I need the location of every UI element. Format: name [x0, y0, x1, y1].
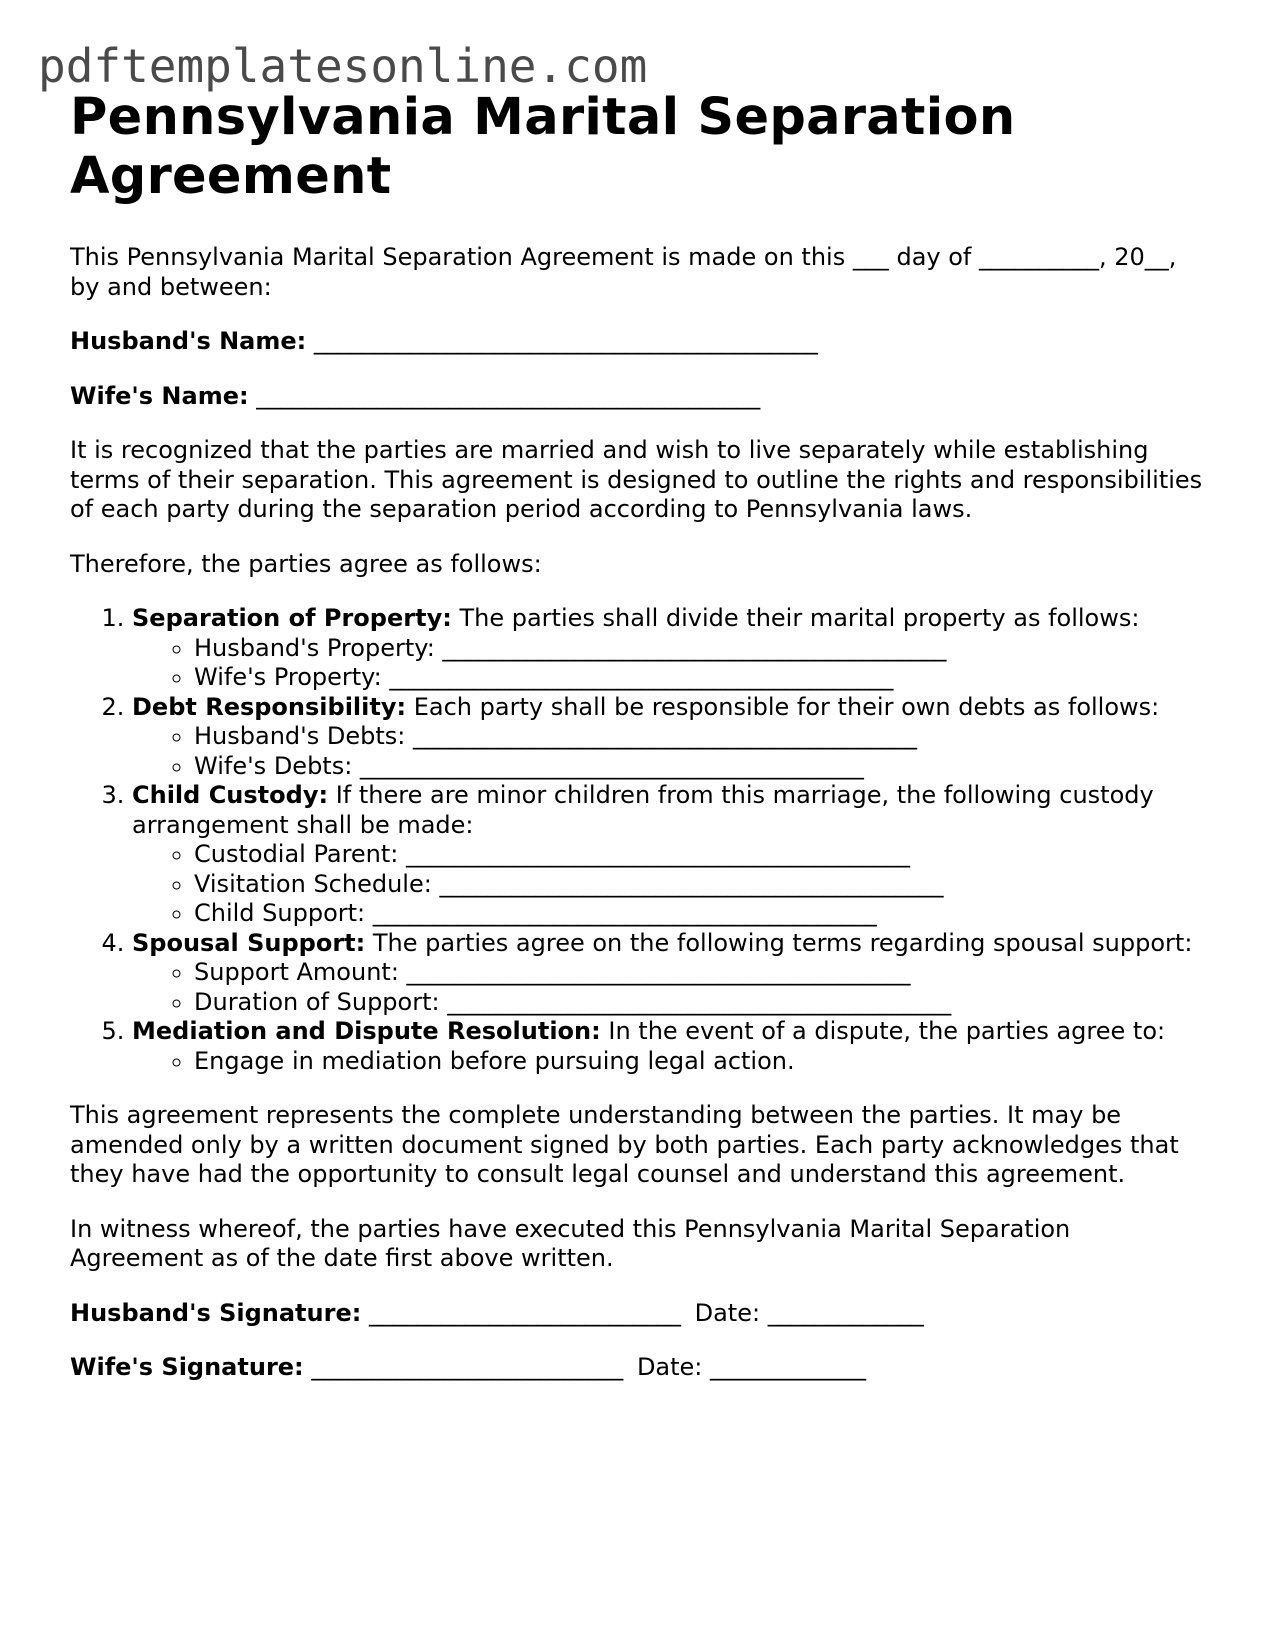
support-duration-field[interactable]: ◦ Duration of Support: __________________________________________ [194, 988, 1210, 1018]
wife-date-label: Date: [636, 1353, 703, 1381]
section-mediation [132, 1017, 1210, 1076]
husband-property-field[interactable]: ◦ Husband's Property: __________________________________________ [194, 634, 1210, 664]
wife-property-field[interactable]: ◦ Wife's Property: __________________________________________ [194, 663, 1210, 693]
wife-signature-blank[interactable]: __________________________ [311, 1353, 624, 1381]
section-items [132, 634, 1210, 693]
witness-paragraph: In witness whereof, the parties have executed this Pennsylvania Marital Separation Agreement as of the date first above written. [70, 1214, 1071, 1272]
visitation-schedule-field[interactable]: ◦ Visitation Schedule: __________________________________________ [194, 870, 1210, 900]
wife-name-label: Wife's Name: [70, 381, 249, 410]
therefore-paragraph: Therefore, the parties agree as follows: [70, 549, 542, 578]
section-text: The parties agree on the following terms regarding spousal support: [372, 928, 1193, 957]
intro-paragraph: This Pennsylvania Marital Separation Agreement is made on this ___ day of __________, 20__, by and between: [70, 243, 1177, 301]
section-heading: Spousal Support: [132, 928, 366, 957]
watermark: pdftemplatesonline.com [38, 39, 648, 93]
section-heading: Child Custody: [132, 781, 329, 809]
husband-name-field [70, 327, 1210, 357]
wife-date-blank[interactable]: _____________ [710, 1353, 867, 1381]
section-items [132, 722, 1210, 781]
husband-signature-row [70, 1299, 1210, 1329]
wife-signature-row [70, 1353, 1210, 1383]
husband-date-blank[interactable]: _____________ [767, 1298, 924, 1327]
child-support-field[interactable]: ◦ Child Support: __________________________________________ [194, 899, 1210, 929]
document-body [70, 88, 1210, 1383]
custodial-parent-field[interactable]: ◦ Custodial Parent: __________________________________________ [194, 840, 1210, 870]
section-heading: Debt Responsibility: [132, 692, 407, 721]
complete-understanding-paragraph: This agreement represents the complete understanding between the parties. It may be amended only by a written document signed by both parties. Each party acknowledges that they have had the opportunity to consult legal counsel and understand this agreement. [70, 1101, 1179, 1188]
section-custody [132, 781, 1210, 929]
support-amount-field[interactable]: ◦ Support Amount: __________________________________________ [194, 958, 1210, 988]
section-spousal-support [132, 929, 1210, 1018]
section-text: The parties shall divide their marital property as follows: [459, 604, 1140, 632]
terms-list [70, 604, 1210, 1076]
section-items [132, 958, 1210, 1017]
husband-name-label: Husband's Name: [70, 327, 307, 355]
husband-signature-blank[interactable]: __________________________ [368, 1298, 681, 1327]
husband-name-blank[interactable]: __________________________________________ [313, 327, 818, 355]
husband-date-label: Date: [694, 1298, 761, 1327]
section-text: Each party shall be responsible for their own debts as follows: [413, 692, 1160, 721]
husband-signature-label: Husband's Signature: [70, 1298, 362, 1327]
wife-debts-field[interactable]: ◦ Wife's Debts: __________________________________________ [194, 752, 1210, 782]
wife-signature-label: Wife's Signature: [70, 1353, 304, 1381]
wife-name-field [70, 382, 1210, 412]
wife-name-blank[interactable]: __________________________________________ [256, 381, 761, 410]
section-text: In the event of a dispute, the parties agree to: [608, 1017, 1166, 1045]
document-title: Pennsylvania Marital Separation Agreement [70, 88, 1016, 206]
section-debt [132, 693, 1210, 782]
section-heading: Mediation and Dispute Resolution: [132, 1017, 601, 1045]
section-heading: Separation of Property: [132, 604, 452, 632]
section-items [132, 1047, 1210, 1077]
mediation-item: ◦ Engage in mediation before pursuing legal action. [194, 1047, 1210, 1077]
section-items [132, 840, 1210, 929]
section-text: If there are minor children from this marriage, the following custody arrangement shall be made: [132, 781, 1154, 839]
section-property [132, 604, 1210, 693]
husband-debts-field[interactable]: ◦ Husband's Debts: __________________________________________ [194, 722, 1210, 752]
recognition-paragraph: It is recognized that the parties are married and wish to live separately while establishing terms of their separation. This agreement is designed to outline the rights and responsibilities of each party during the separation period according to Pennsylvania laws. [70, 436, 1203, 523]
